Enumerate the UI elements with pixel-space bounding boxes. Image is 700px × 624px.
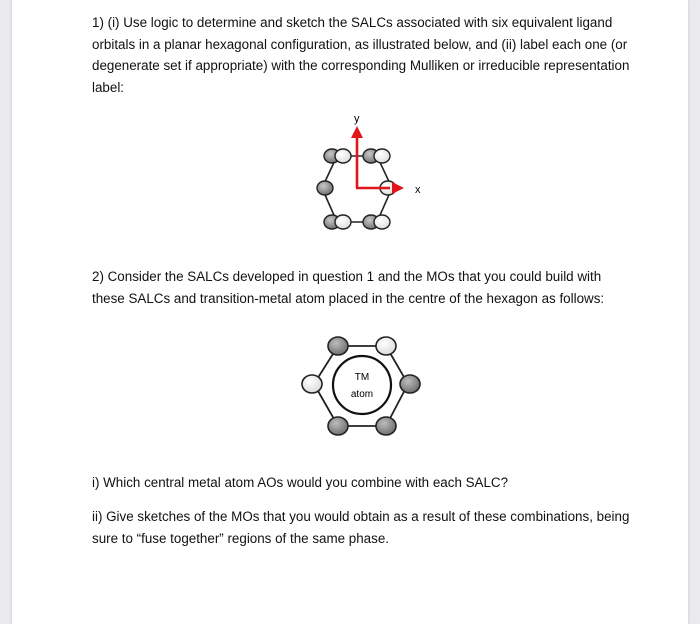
question-2-text: 2) Consider the SALCs developed in question 1 and the MOs that you could build with these SALCs and transition-metal atom placed in the centre of the hexagon as follows:	[92, 269, 605, 306]
orbital-lobe-light	[374, 215, 390, 229]
y-arrowhead	[351, 126, 363, 138]
x-arrowhead	[392, 182, 404, 194]
orbital-lobe-dark	[400, 375, 420, 393]
tm-atom-hexagon-figure	[292, 332, 432, 442]
question-1-text: 1) (i) Use logic to determine and sketch the SALCs associated with six equivalent ligand orbitals in a planar hexagonal configuration, as illustrated below, and (ii) label each one (or degenerate set if appropriate) with the corresponding Mulliken or irreducible representation label:	[92, 15, 630, 95]
orbital-lobe-light	[335, 149, 351, 163]
atom-label: atom	[350, 389, 374, 400]
orbital-lobe-dark	[317, 181, 333, 195]
orbital-lobe-light	[376, 337, 396, 355]
orbital-lobe-light	[335, 215, 351, 229]
y-axis-label: y	[354, 113, 360, 125]
tm-atom-circle	[333, 356, 391, 414]
hexagon-orbital-figure	[282, 112, 432, 242]
part-ii-text: ii) Give sketches of the MOs that you would obtain as a result of these combinations, being sure to “fuse together” regions of the same phase.	[92, 509, 630, 546]
document-page	[12, 0, 688, 624]
orbital-lobe-dark	[328, 417, 348, 435]
orbital-lobe-light	[302, 375, 322, 393]
part-i-text: i) Which central metal atom AOs would you combine with each SALC?	[92, 475, 509, 490]
orbital-lobe-dark	[328, 337, 348, 355]
x-axis-label: x	[415, 184, 421, 196]
orbital-lobe-light	[374, 149, 390, 163]
orbital-lobe-dark	[376, 417, 396, 435]
tm-label: TM	[354, 372, 370, 383]
